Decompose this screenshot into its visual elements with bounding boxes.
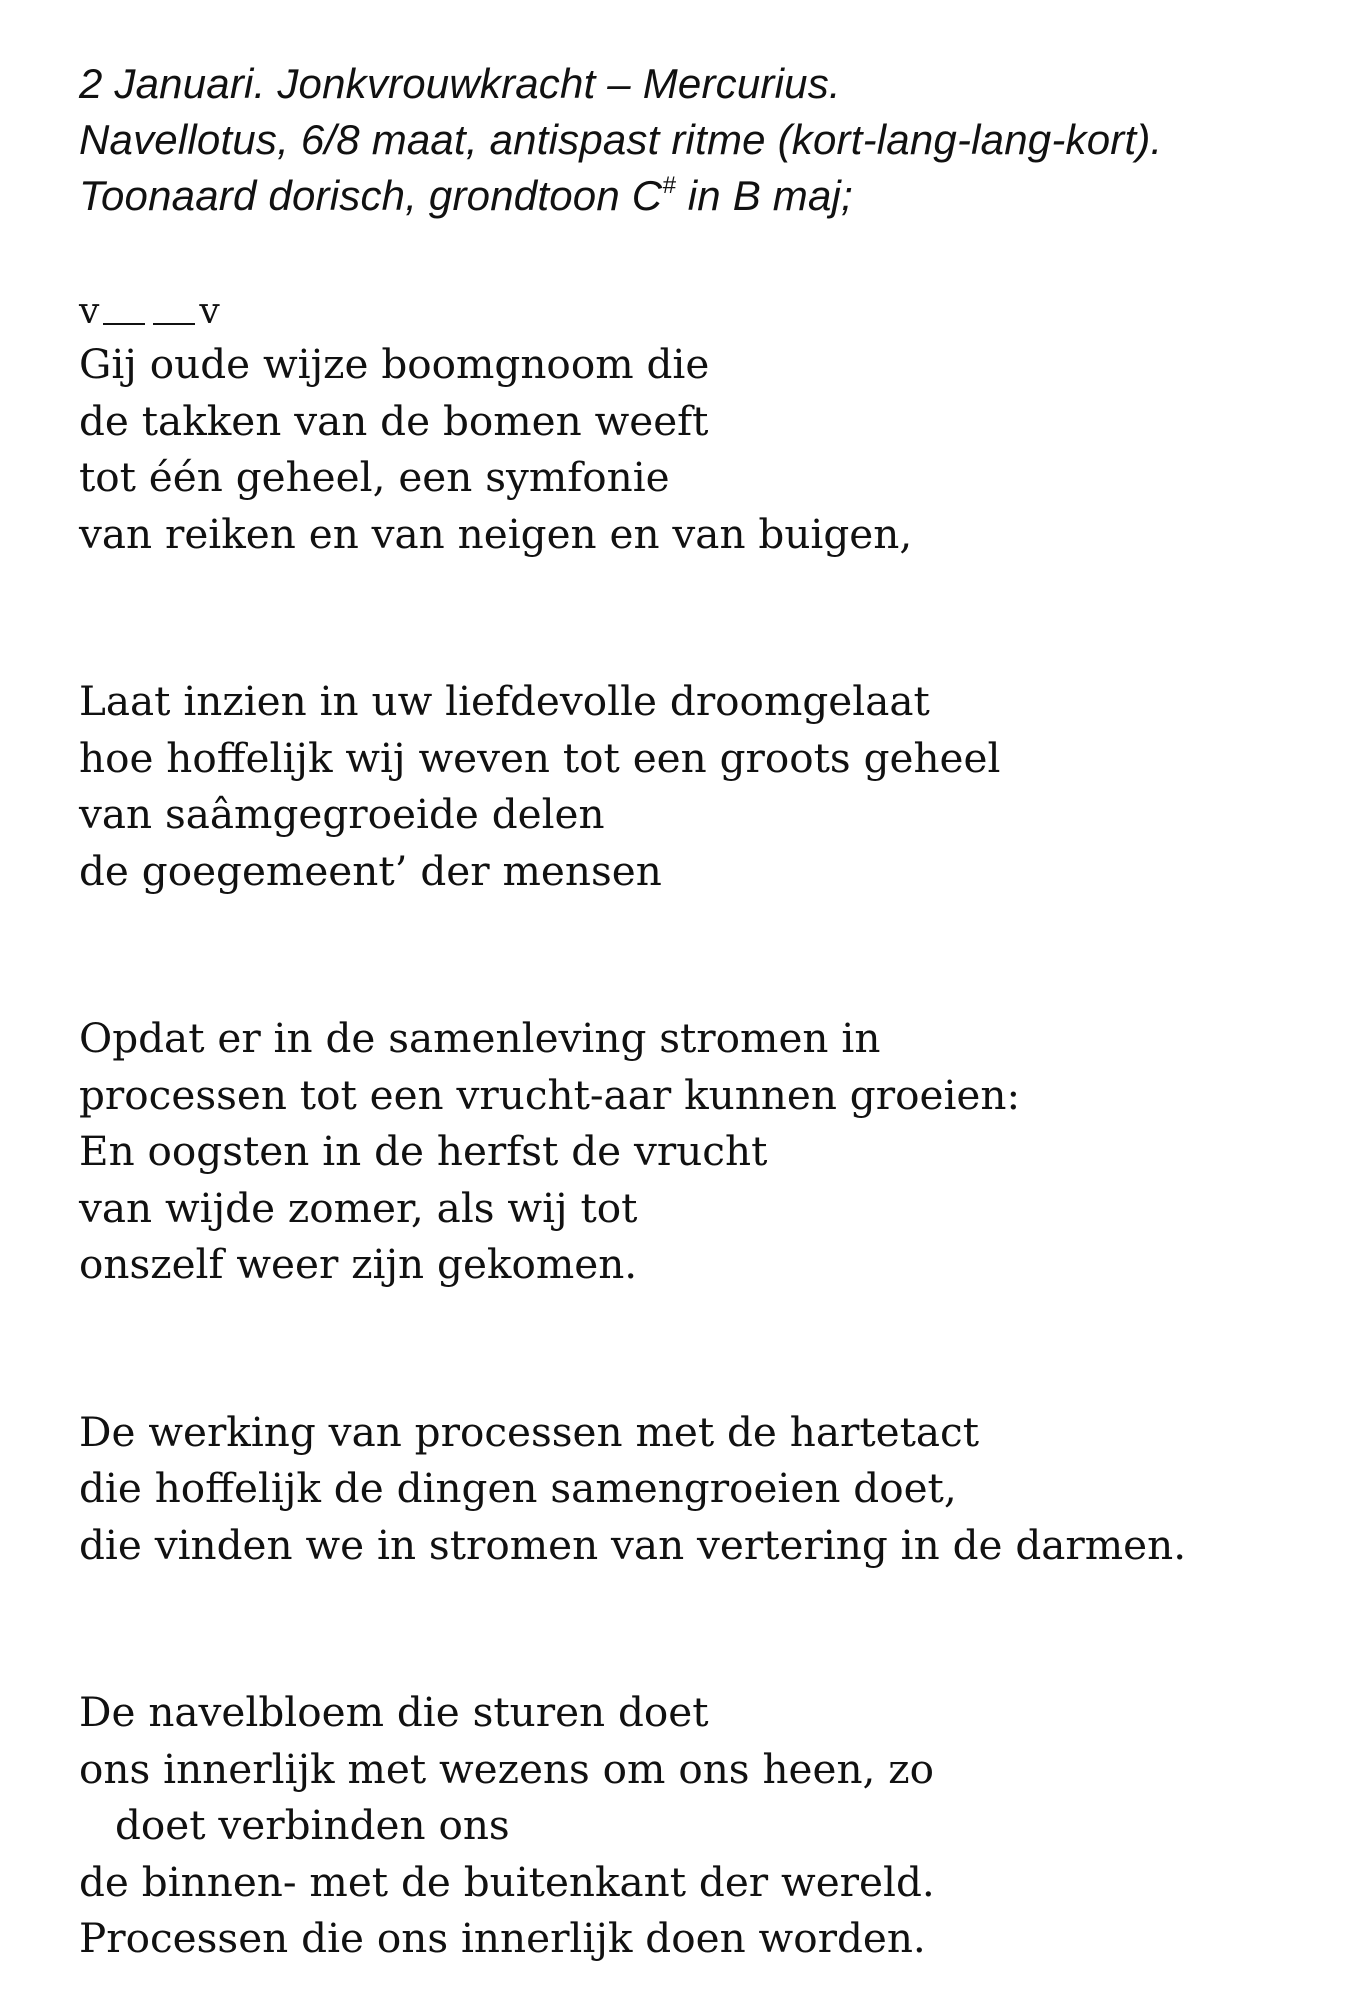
poem-page [79,56,1315,1967]
poem-line: De navelbloem die sturen doet [79,1688,709,1736]
header-key [79,168,1315,224]
poem-line: hoe hoffelijk wij weven tot een groots geheel [79,733,1001,782]
meter-short-mark: v [79,291,100,332]
poem-line: Laat inzien in uw liefdevolle droomgelaat [79,677,930,725]
poem-line: ons innerlijk met wezens om ons heen, zo [79,1744,935,1793]
meter-notation [79,291,1315,332]
header-key-prefix: Toonaard dorisch, grondtoon C [79,172,663,219]
poem-line: Processen die ons innerlijk doen worden. [79,1914,926,1962]
poem-line: tot één geheel, een symfonie [79,453,670,501]
poem-line: van reiken en van neigen en van buigen, [79,509,913,558]
stanza-2 [79,673,1315,899]
sharp-sign: # [662,172,676,199]
poem-line: die hoffelijk de dingen samengroeien doet, [79,1464,957,1512]
meter-long-mark [153,315,195,325]
stanza-3 [79,1010,1315,1293]
poem-line-indented: doet verbinden ons [115,1801,510,1849]
poem-line: de goegemeent’ der mensen [79,846,662,895]
poem-header [79,56,1315,224]
poem-line: Gij oude wijze boomgnoom die [79,340,710,388]
stanza-1 [79,336,1315,562]
poem-line: De werking van processen met de hartetact [79,1407,979,1456]
poem-line: van wijde zomer, als wij tot [79,1183,638,1232]
meter-long-mark [103,315,145,325]
header-rhythm: Navellotus, 6/8 maat, antispast ritme (kort-lang-lang-kort). [79,116,1163,163]
poem-line: Opdat er in de samenleving stromen in [79,1014,881,1062]
poem-line: die vinden we in stromen van vertering in de darmen. [79,1520,1187,1569]
poem-line: de takken van de bomen weeft [79,396,709,445]
poem-line: En oogsten in de herfst de vrucht [79,1127,768,1175]
header-date-title: 2 Januari. Jonkvrouwkracht – Mercurius. [79,60,841,107]
stanza-5 [79,1684,1315,1967]
poem-line: van saâmgegroeide delen [79,790,605,838]
poem-line: de binnen- met de buitenkant der wereld. [79,1857,935,1906]
header-key-suffix: in B maj; [675,172,853,219]
meter-short-mark: v [199,291,220,332]
poem-line: onszelf weer zijn gekomen. [79,1240,638,1288]
poem-line: processen tot een vrucht-aar kunnen groeien: [79,1070,1021,1119]
stanza-4 [79,1404,1315,1574]
